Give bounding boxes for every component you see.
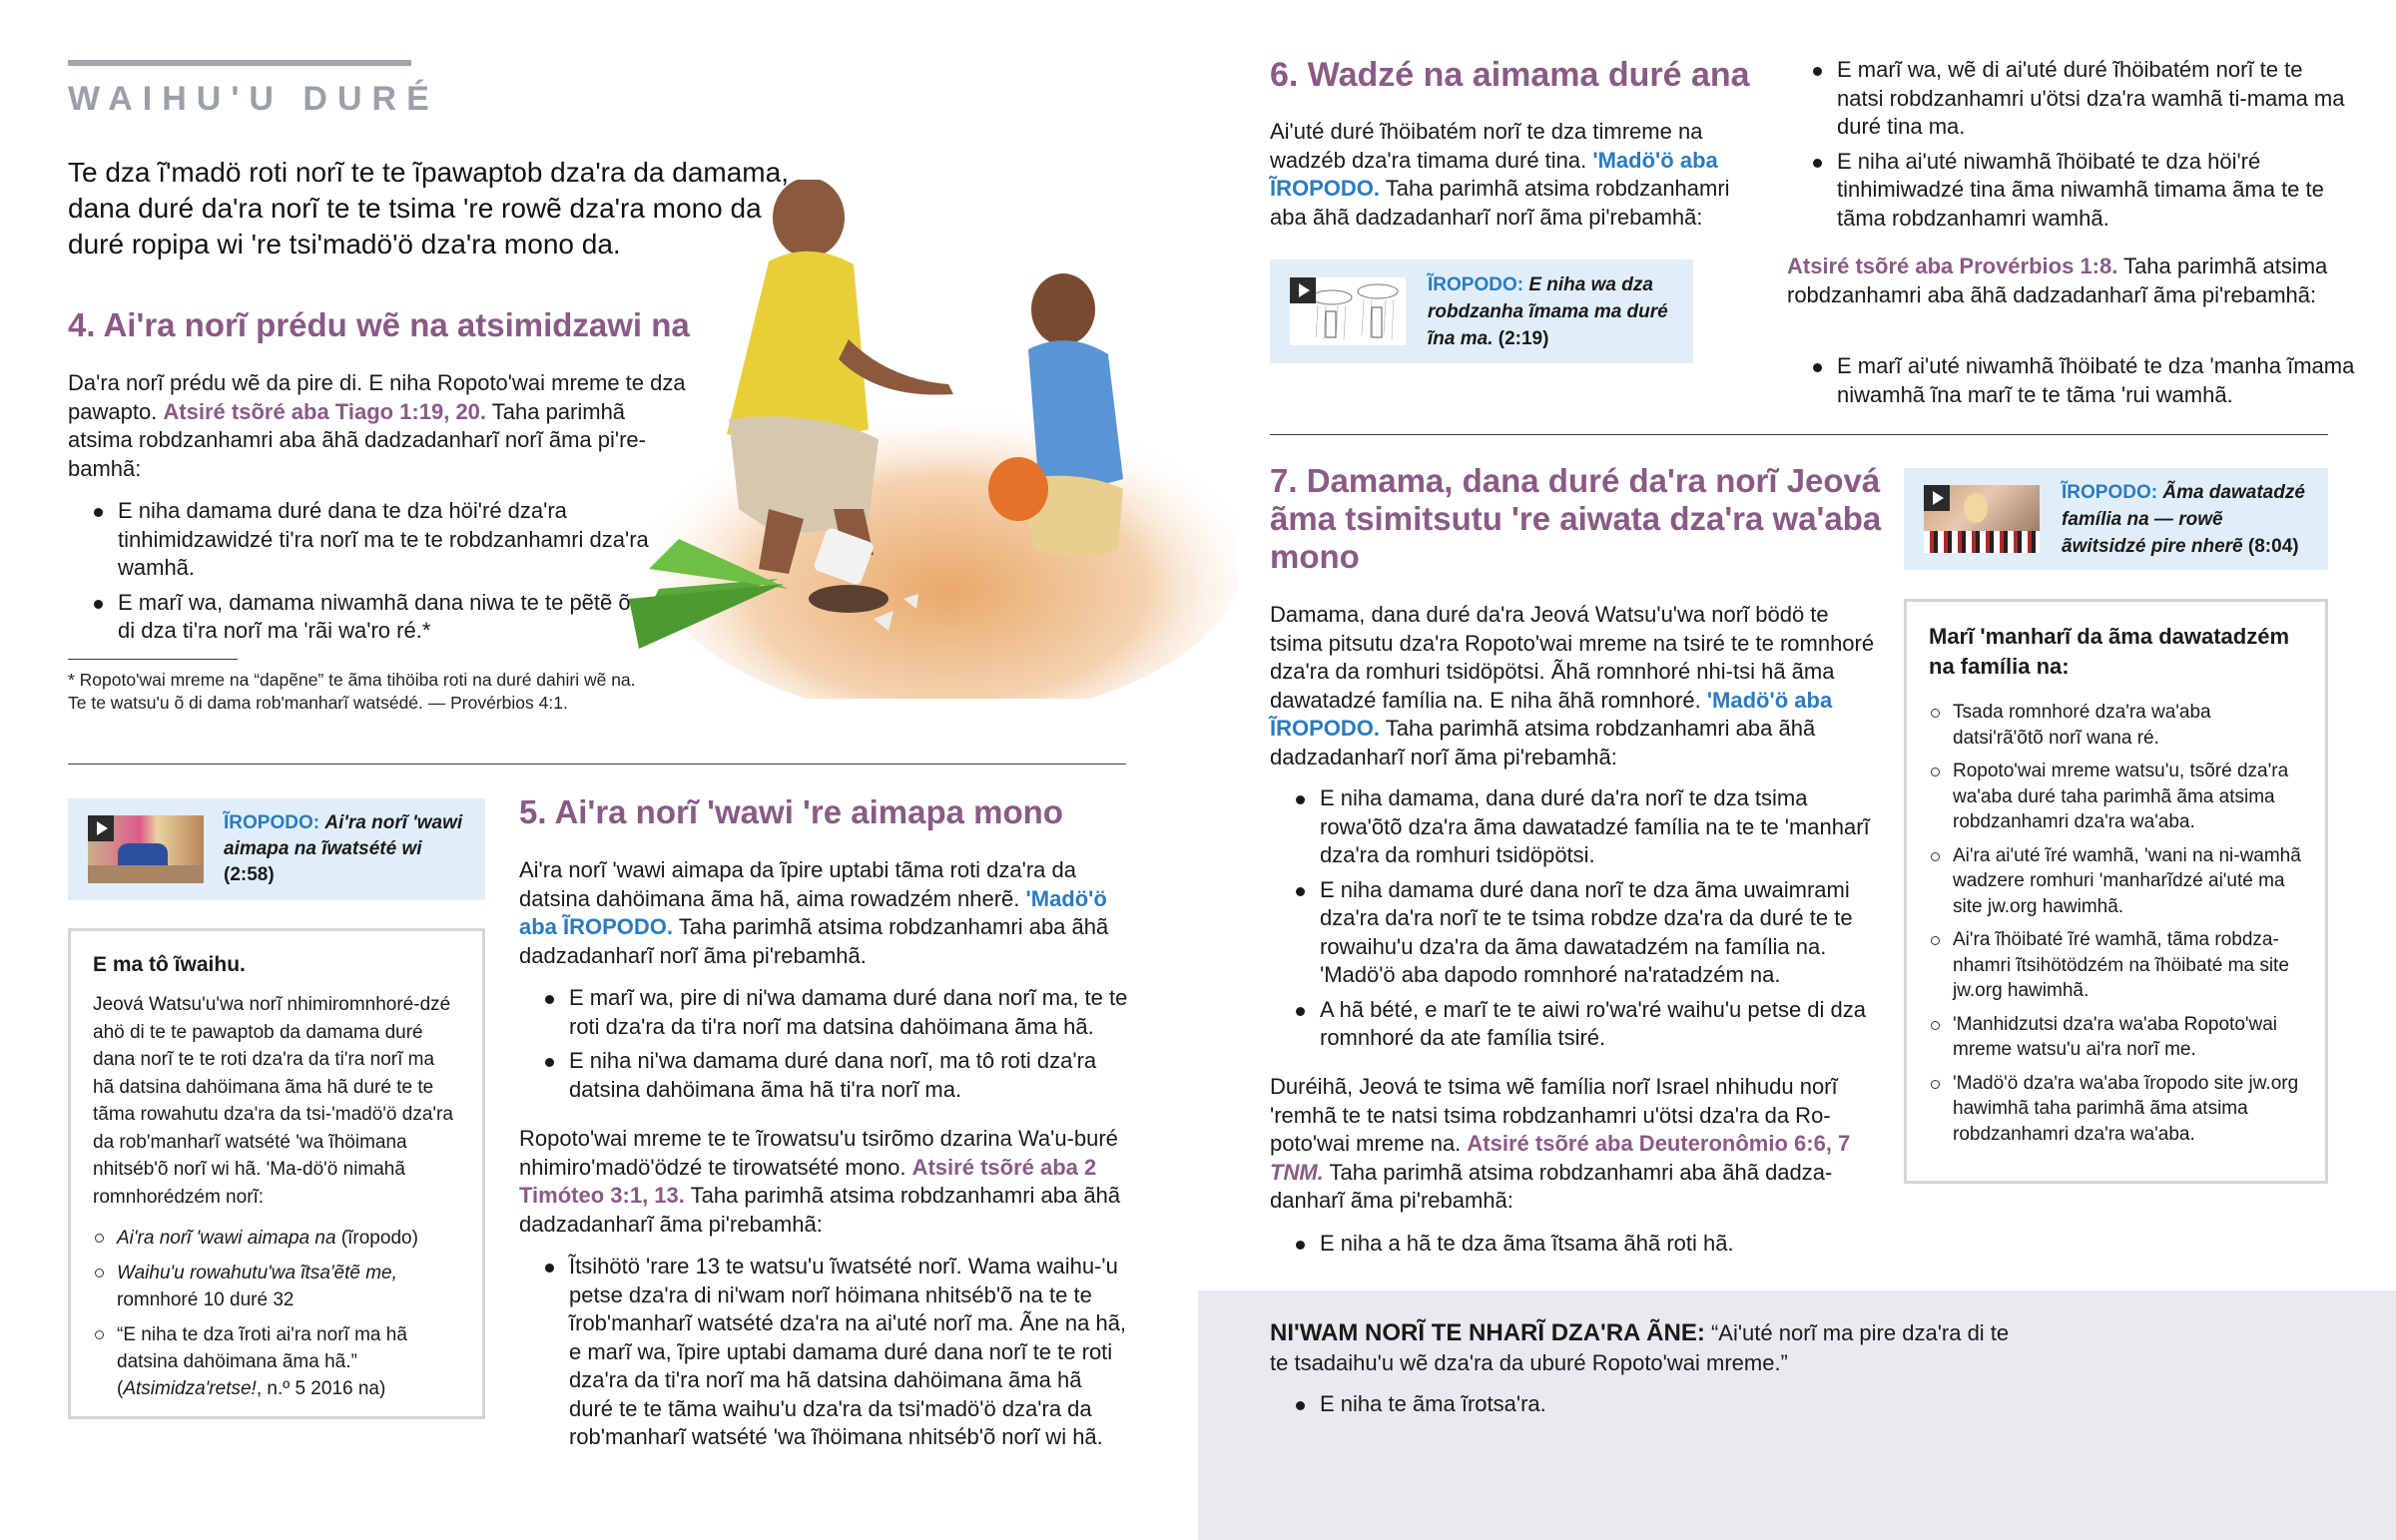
video-duration: (2:19) [1498,327,1549,349]
play-icon[interactable] [1924,485,1950,511]
section-4-text: Da'ra norĩ prédu wẽ da pire di. E niha Ropoto'wai mreme te dza pawapto. [68,370,686,424]
item-title: Atsimidza'retse! [123,1378,257,1399]
section-5-paragraph-2 [519,1125,1128,1239]
section-6-text-2: Taha parimhã atsima robdzanhamri aba ãhã dadzadanharĩ ãma pi'rebamhã: [1787,254,2328,307]
video-caption [1428,271,1677,352]
play-icon[interactable] [88,815,114,841]
section-4-bullets [90,497,649,652]
info-box-title: E ma tô ĩwaihu. [93,953,246,976]
list-item: E niha a hã te dza ãma ĩtsama ãhã roti hã. [1292,1230,1881,1259]
footnote-divider [68,659,238,660]
list-item: Ropoto'wai mreme watsu'u, tsõré dza'ra wa'aba duré taha parimhã ãma atsima robdzanhamri dza'ra wa'aba. [1929,759,2303,835]
section-4-heading: 4. Ai'ra norĩ prédu wẽ na atsimidzawi na [68,306,690,343]
video-duration: (2:58) [224,864,275,885]
section-7-text: Damama, dana duré da'ra Jeová Watsu'u'wa norĩ bödö te tsima pitsutu dza'ra Ropoto'wai mreme na tsiré te te romnhoré dza'ra da romhuri tsidöpötsi. Ãhã romnhoré nhi-tsi hã ãma dawatadzé família na. E niha ãhã romnhoré. [1270,602,1875,713]
objection-text [1270,1318,2029,1378]
section-5-heading: 5. Ai'ra norĩ 'wawi 're aimapa mono [519,793,1063,830]
video-card-3[interactable] [1904,468,2328,570]
section-5-bullets-2 [541,1253,1130,1458]
section-5-text-after: Taha parimhã atsima robdzanhamri aba ãhã dadzadanharĩ norĩ ãma pi'rebamhã. [519,914,1109,968]
list-item: Ai'ra ĩhöibaté ĩré wamhã, tãma robdza-nhamri ĩtsihötödzém na ĩhöibaté ma site jw.org hawimhã. [1929,927,2303,1004]
objection-bullets [1292,1390,1991,1425]
footnote: * Ropoto'wai mreme na “dapẽne” te ãma tihöiba roti na duré dahiri wẽ na. Te te watsu'u õ di dama rob'manharĩ watsédé. — Provérbios 4:1. [68,670,636,713]
list-item: 'Manhidzutsi dza'ra wa'aba Ropoto'wai mreme watsu'u ai'ra norĩ me. [1929,1012,2303,1063]
illustration-father-son [619,180,1238,699]
video-thumbnail[interactable] [88,815,204,883]
section-6-bullets-2 [1809,352,2368,415]
section-7-text-after: Taha parimhã atsima robdzanhamri aba ãhã dadzadanharĩ norĩ ãma pi'rebamhã: [1270,716,1816,770]
list-item: E niha te ãma ĩrotsa'ra. [1292,1390,1991,1419]
video-card-1[interactable] [68,798,485,900]
list-item: 'Madö'ö dza'ra wa'aba ĩropodo site jw.org hawimhã taha parimhã ãma atsima robdzanhamri dza'ra wa'aba. [1929,1071,2303,1148]
section-7-bullets-1 [1292,784,1881,1059]
item-title: Ai'ra norĩ 'wawi aimapa na [117,1228,336,1249]
list-item: E niha damama duré dana te dza höi'ré dza'ra tinhimidzawidzé ti'ra norĩ ma te te robdzanhamri dza'ra wamhã. [90,497,649,583]
section-6-paragraph [1270,118,1749,232]
info-box-list [93,1225,460,1402]
section-5-bullets-1 [541,984,1130,1110]
item-text: (ĩropodo) [335,1228,418,1249]
objection-panel [1198,1290,2396,1540]
intro-paragraph: Te dza ĩ'madö roti norĩ te te ĩpawaptob dza'ra da damama, dana duré da'ra norĩ te te tsima 're rowẽ dza'ra mono da duré ropipa wi 're tsi'madö'ö dza'ra mono da. [68,157,789,259]
video-caption [2062,479,2311,560]
section-5-text: Ai'ra norĩ 'wawi aimapa da ĩpire uptabi tãma roti dza'ra da datsina dahöimana ãma hã, aima rowadzém nherẽ. [519,857,1076,911]
list-item[interactable] [93,1321,460,1402]
video-thumbnail[interactable] [1290,277,1406,345]
list-item: E niha damama duré dana norĩ te dza ãma uwaimrami dza'ra da'ra norĩ te te tsima robdze dza'ra da duré te te rowaihu'u dza'ra da ãma dawatadzém na família na. 'Madö'ö aba dapodo romnhoré na'ratadzém na. [1292,876,1881,990]
scripture-link-proverbios[interactable]: Atsiré tsõré aba Provérbios 1:8. [1787,254,2118,278]
info-box-body: Jeová Watsu'u'wa norĩ nhimiromnhoré-dzé ahö di te te pawaptob da damama duré dana norĩ te te roti dza'ra da ti'ra norĩ ma hã datsina dahöimana ãma hã duré te te tãma rowahutu dza'ra da tsi-'madö'ö dza'ra da rob'manharĩ watsété 'wa ĩhöimana nhitséb'õ norĩ wi hã. 'Ma-dö'ö nimahã romnhorédzém norĩ: [93,994,453,1208]
section-4-text-after: Taha parimhã atsima robdzanhamri aba ãhã dadzadanharĩ norĩ ãma pi're-bamhã: [68,398,646,481]
scripture-link-tiago[interactable]: Atsiré tsõré aba Tiago 1:19, 20. [163,398,487,424]
section-5-text-2-after: Taha parimhã atsima robdzanhamri aba ãhã dadzadanharĩ ãma pi'rebamhã: [519,1183,1121,1237]
scripture-link-tnm[interactable]: TNM. [1270,1159,1324,1185]
info-box-list [1929,700,2303,1147]
info-box-title: Marĩ 'manharĩ da ãma dawatadzém na família na: [1929,624,2290,679]
section-7-paragraph-2 [1270,1073,1879,1216]
list-item[interactable] [93,1225,460,1252]
section-7-paragraph-1 [1270,601,1879,771]
watch-video-link[interactable]: 'Madö'ö aba ĨROPODO. [519,885,1107,939]
video-label: ĨROPODO: [1428,273,1524,295]
item-text: , n.º 5 2016 na) [256,1378,386,1399]
section-5-text-2: Ropoto'wai mreme te te ĩrowatsu'u tsirõmo dzarina Wa'u-buré nhimiro'madö'ödzé te tirowatsété mono. [519,1126,1118,1180]
list-item: Ai'ra ai'uté ĩré wamhã, 'wani na ni-wamhã wadzere romhuri 'manharĩdzé ai'uté ma site jw.org hawimhã. [1929,843,2303,920]
info-box-family-worship [1904,599,2328,1184]
section-divider-right [1270,434,2328,435]
video-card-2[interactable] [1270,259,1693,363]
video-thumbnail[interactable] [1924,485,2040,553]
video-title[interactable]: Ai'ra norĩ 'wawi aimapa na ĩwatsété wi [224,812,463,859]
scripture-link-timoteo[interactable]: Atsiré tsõré aba 2 Timóteo 3:1, 13. [519,1154,1097,1208]
section-7-heading: 7. Damama, dana duré da'ra norĩ Jeová ãma tsimitsutu 're aiwata dza'ra wa'aba mono [1270,462,1882,575]
section-6-bullets-1 [1809,56,2348,239]
section-7-text-2-after: Taha parimhã atsima robdzanhamri aba ãhã dadza-danharĩ ãma pi'rebamhã: [1270,1159,1833,1213]
objection-label: NI'WAM NORĨ TE NHARĨ DZA'RA ÃNE: [1270,1319,1705,1346]
section-title-bar [68,60,411,66]
watch-video-link[interactable]: 'Madö'ö aba ĨROPODO. [1270,147,1718,201]
item-text: “E niha te dza ĩroti ai'ra norĩ ma hã datsina dahöimana ãma hã.” ( [117,1324,407,1399]
section-6-text: Ai'uté duré ĩhöibatém norĩ te dza timreme na wadzéb dza'ra timama duré tina. [1270,119,1703,173]
list-item: E niha ai'uté niwamhã ĩhöibaté te dza höi'ré tinhimiwadzé tina ãma niwamhã timama ãma te te tãma robdzanhamri wamhã. [1809,148,2348,234]
video-duration: (8:04) [2247,535,2299,557]
section-6-paragraph-2 [1787,253,2346,309]
section-4-paragraph [68,369,687,483]
section-7-text-2: Duréihã, Jeová te tsima wẽ família norĩ Israel nhihudu norĩ 'remhã te te natsi tsima robdzanhamri u'ötsi dza'ra da Ro-poto'wai mreme na. [1270,1074,1838,1156]
item-title: Waihu'u rowahutu'wa ĩtsa'ẽtẽ me, [117,1263,397,1283]
video-title[interactable]: Ãma dawatadzé família na — rowẽ ãwitsidzé pire nherẽ [2062,481,2305,557]
section-5-paragraph-1 [519,856,1128,970]
section-6-text-after: Taha parimhã atsima robdzanhamri aba ãhã dadzadanharĩ norĩ ãma pi'rebamhã: [1270,176,1730,230]
list-item: E marĩ wa, pire di ni'wa damama duré dana norĩ ma, te te roti dza'ra da ti'ra norĩ ma datsina dahöimana ãma hã. [541,984,1130,1041]
scripture-link-deuteronomio[interactable]: Atsiré tsõré aba Deuteronômio 6:6, 7 [1467,1131,1851,1156]
section-6-heading: 6. Wadzé na aimama duré ana [1270,56,1750,94]
list-item: A hã bété, e marĩ te te aiwi ro'wa'ré waihu'u petse di dza romnhoré da ate família tsiré. [1292,996,1881,1053]
section-title: WAIHU'U DURÉ [68,80,439,118]
list-item: E marĩ ai'uté niwamhã ĩhöibaté te dza 'manha ĩmama niwamhã ĩna marĩ te te tãma 'rui wamhã. [1809,352,2368,409]
list-item: E marĩ wa, wẽ di ai'uté duré ĩhöibatém norĩ te te natsi robdzanhamri u'ötsi dza'ra wamhã ti-mama ma duré tina ma. [1809,56,2348,142]
play-icon[interactable] [1290,277,1316,303]
list-item: Ĩtsihötö 'rare 13 te watsu'u ĩwatsété norĩ. Wama waihu-'u petse dza'ra di ni'wam norĩ höimana nhitséb'õ na te te ĩrob'manharĩ watsété dza'ra na ai'uté norĩ ma. Ãne na hã, e marĩ wa, ĩpire uptabi damama duré dana norĩ te te roti dza'ra da ti'ra norĩ ma hã datsina dahöimana ãma hã duré te te tãma waihu'u dza'ra da tsi'madö'ö dza'ra da rob'manharĩ watsété 'wa ĩhöimana nhitséb'õ norĩ wi hã. [541,1253,1130,1452]
list-item: Tsada romnhoré dza'ra wa'aba datsi'rã'õtõ norĩ wana ré. [1929,700,2303,751]
video-caption [224,810,473,888]
watch-video-link[interactable]: 'Madö'ö aba ĨROPODO. [1270,687,1833,741]
section-7-bullets-2 [1292,1230,1881,1265]
list-item: E marĩ wa, damama niwamhã dana niwa te te pẽtẽ õ di dza ti'ra norĩ ma 'rãi wa'ro ré.* [90,589,649,646]
list-item[interactable] [93,1260,460,1313]
objection-quote: “Ai'uté norĩ ma pire dza'ra di te te tsadaihu'u wẽ dza'ra da uburé Ropoto'wai mreme.” [1270,1320,2010,1375]
video-label: ĨROPODO: [2062,481,2158,503]
item-text: romnhoré 10 duré 32 [117,1289,295,1310]
video-title[interactable]: E niha wa dza robdzanha ĩmama ma duré ĩna ma. [1428,273,1668,349]
video-label: ĨROPODO: [224,812,320,833]
list-item: E niha damama, dana duré da'ra norĩ te dza tsima rowa'õtõ dza'ra ãma dawatadzé família na te te 'manharĩ dza'ra da romhuri tsidöpötsi. [1292,784,1881,870]
list-item: E niha ni'wa damama duré dana norĩ, ma tô roti dza'ra datsina dahöimana ãma hã ti'ra norĩ ma. [541,1047,1130,1104]
info-box-e-ma-to-iwaihu [68,928,485,1419]
section-divider-left [68,764,1126,765]
